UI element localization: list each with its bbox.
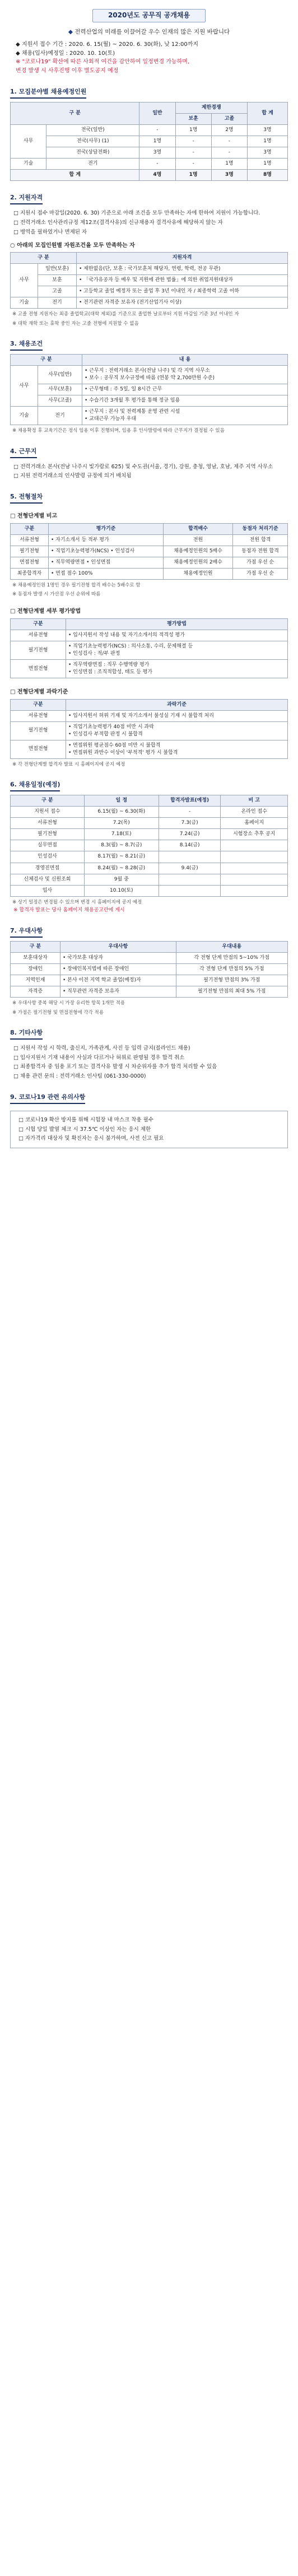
th: 평가기준 — [48, 523, 163, 534]
cell: • 수습기간 3개월 후 평가를 통해 정규 임용 — [82, 395, 288, 407]
table-row — [11, 986, 288, 998]
section-title: 6. 채용일정(예정) — [10, 780, 60, 791]
cell: • 면접위원 평균점수 60점 미만 시 불합격 • 면접위원 과반수 이상이 '부적격' 평가 시 불합격 — [66, 740, 288, 758]
table-row — [11, 885, 288, 896]
cell: • 직무관련 자격증 보유자 — [60, 986, 176, 998]
cell: 채용예정인원의 2배수 — [163, 557, 232, 568]
cell: • 근무지 : 본사 및 전력계통 운영 관련 시설 • 교대근무 가능자 우대 — [82, 407, 288, 425]
th: 합 계 — [248, 103, 288, 125]
cell — [221, 874, 288, 885]
cell: 기술 — [11, 407, 38, 425]
cell: 전원 합격 — [233, 534, 288, 546]
table-row — [11, 721, 288, 740]
cell: 필기전형 만점의 3% 가점 — [176, 975, 287, 986]
paragraph: □ 채용 관련 문의 : 전력거래소 인사팀 (061-330-0000) — [13, 1073, 146, 1080]
cell: 서류전형 — [11, 534, 49, 546]
cell: - — [175, 159, 211, 170]
th: 보훈 — [175, 114, 211, 125]
paragraph: □ 입사지원서 기재 내용이 사실과 다르거나 허위로 판명될 경우 합격 취소 — [13, 1054, 185, 1061]
th: 구 분 — [11, 103, 139, 125]
cell: 면접전형 — [11, 660, 66, 678]
section-title: 4. 근무지 — [10, 447, 37, 458]
note: ※ 합격자 발표는 당사 홈페이지 채용공고란에 게시 — [13, 907, 125, 913]
th: 내 용 — [82, 355, 288, 366]
th: 동점자 처리기준 — [233, 523, 288, 534]
cell: 1명 — [139, 136, 175, 147]
cell: 필기전형 만점의 최대 5% 가점 — [176, 986, 287, 998]
notice-line: 변경 발생 시 사후진행 이후 별도공지 예정 — [16, 67, 119, 74]
notice-line: ◆ 채용(입사)예정일 : 2020. 10. 10(토) — [16, 50, 115, 57]
sub-title: □ 전형단계별 과락기준 — [10, 689, 68, 696]
table-row — [11, 147, 288, 159]
cell: 전기 — [38, 297, 77, 309]
cell: 8.17(월) ~ 8.21(금) — [84, 851, 159, 863]
cell: • 면접 점수 100% — [48, 568, 163, 579]
conditions-table — [10, 354, 288, 425]
cell: - — [139, 125, 175, 136]
cell: 자격증 — [11, 986, 60, 998]
cell: 7.24(금) — [159, 829, 221, 840]
cell — [221, 851, 288, 863]
cell: 1명 — [175, 125, 211, 136]
cell: 필기전형 — [11, 721, 66, 740]
cell: 1명 — [211, 159, 247, 170]
th: 우대사항 — [60, 941, 176, 952]
th: 일 정 — [84, 795, 159, 807]
cell: 9월 중 — [84, 874, 159, 885]
cell: 사무 — [11, 264, 38, 297]
cell: 4명 — [139, 170, 175, 181]
note: ※ 대학 재학 또는 휴학 중인 자는 고졸 전형에 지원할 수 없음 — [12, 320, 139, 327]
table-row — [11, 395, 288, 407]
th: 과락기준 — [66, 699, 288, 710]
cell — [221, 863, 288, 874]
cell: 전국(일반) — [46, 125, 139, 136]
table-row — [11, 863, 288, 874]
th: 구분 — [11, 699, 66, 710]
cell: 장애인 — [11, 964, 60, 975]
cell: • 입사지원서 작성 내용 및 자기소개서의 적격성 평가 — [66, 630, 288, 641]
table-row — [11, 159, 288, 170]
intro-label: 전력산업의 미래를 이끌어갈 우수 인재의 많은 지원 바랍니다 — [74, 29, 230, 35]
table-row — [11, 534, 288, 546]
notice-line: ※ "코로나19" 확산에 따른 사회적 여건을 감안하여 일정변경 가능하며, — [16, 59, 190, 66]
table-row — [11, 660, 288, 678]
cell: 9.4(금) — [159, 863, 221, 874]
cell: 사무 — [11, 125, 46, 159]
evaluation-table — [10, 618, 288, 678]
note: ※ 가점은 필기전형 및 면접전형에 각각 적용 — [12, 1009, 104, 1016]
th: 평가방법 — [66, 618, 288, 630]
cell: 3명 — [139, 147, 175, 159]
table-row — [11, 557, 288, 568]
cell: 사무(고졸) — [38, 395, 82, 407]
table-row — [11, 546, 288, 557]
cutoff-table — [10, 699, 288, 759]
section-title: 8. 기타사항 — [10, 1028, 43, 1040]
cell: 동점자 전원 합격 — [233, 546, 288, 557]
th: 일반 — [139, 103, 175, 125]
table-row — [11, 818, 288, 829]
cell: • 근무형태 : 주 5일, 일 8시간 근무 — [82, 384, 288, 395]
cell: • 입사지원서 허위 기재 및 자기소개서 불성실 기재 시 불합격 처리 — [66, 710, 288, 721]
cell: 신체검사 및 신원조회 — [11, 874, 85, 885]
cell: 가점 우선 순 — [233, 557, 288, 568]
qualification-table — [10, 252, 288, 309]
cell: 7.3(금) — [159, 818, 221, 829]
table-row — [11, 297, 288, 309]
note: ※ 동점자 발생 시 가산점 우선 순위에 따름 — [12, 591, 101, 598]
covid-box — [10, 1111, 288, 1148]
cell: 최종합격자 — [11, 568, 49, 579]
schedule-table — [10, 795, 288, 896]
cell: • 직무역량면접 : 직무 수행역량 평가 • 인성면접 : 조직적합성, 태도 등 평가 — [66, 660, 288, 678]
cell: • 자기소개서 등 적부 평가 — [48, 534, 163, 546]
cell: 홈페이지 — [221, 818, 288, 829]
cell: 지원서 접수 — [11, 807, 85, 818]
cell: 고졸 — [38, 286, 77, 297]
cell: 8.3(월) ~ 8.7(금) — [84, 840, 159, 851]
note: ※ 채용확정 후 교육기간은 정식 임용 이후 진행되며, 임용 후 인사발령에 따라 근무지가 결정될 수 있음 — [12, 428, 225, 434]
table-row — [11, 125, 288, 136]
cell: 사무(보훈) — [38, 384, 82, 395]
cell: 1명 — [175, 170, 211, 181]
cell: - — [211, 147, 247, 159]
cell: 3명 — [248, 147, 288, 159]
table-total-row — [11, 170, 288, 181]
cell: 서류전형 — [11, 630, 66, 641]
cell: 필기전형 — [11, 829, 85, 840]
cell: - — [175, 136, 211, 147]
cell: 8.14(금) — [159, 840, 221, 851]
page-title: 2020년도 공무직 공개채용 — [92, 9, 206, 22]
section-title: 1. 모집분야별 채용예정인원 — [10, 87, 86, 99]
section-schedule — [10, 780, 288, 914]
cell: 시험장소 추후 공지 — [221, 829, 288, 840]
note: ※ 각 전형단계별 합격자 발표 시 홈페이지에 공지 예정 — [12, 761, 125, 767]
cell: 사무(일반) — [38, 366, 82, 384]
section-title: 7. 우대사항 — [10, 926, 43, 938]
cell: 2명 — [211, 125, 247, 136]
th: 합격배수 — [163, 523, 232, 534]
table-row — [11, 264, 288, 275]
cell: 8.24(월) ~ 8.28(금) — [84, 863, 159, 874]
table-row — [11, 851, 288, 863]
cell: 채용예정인원의 5배수 — [163, 546, 232, 557]
section-title: 2. 지원자격 — [10, 193, 43, 204]
cell: 1명 — [248, 159, 288, 170]
notice-line: ◆ 지원서 접수 기간 : 2020. 6. 15(월) ~ 2020. 6. 30(화), 낮 12:00까지 — [16, 41, 199, 48]
table-row — [11, 975, 288, 986]
cell: 인성검사 — [11, 851, 85, 863]
cell: 3명 — [248, 125, 288, 136]
th: 구분 — [11, 523, 49, 534]
note: ※ 상기 일정은 변경될 수 있으며 변경 시 홈페이지에 공지 예정 — [12, 899, 142, 905]
cell: 전국(사무) (1) — [46, 136, 139, 147]
cell: • 제한없음(단, 보훈 : 국가보훈처 해당자, 연령, 학력, 전공 무관) — [77, 264, 288, 275]
note: ※ 채용예정인원 1명인 경우 필기전형 합격 배수는 5배수로 함 — [12, 582, 141, 588]
cell — [159, 874, 221, 885]
table-row — [11, 874, 288, 885]
cell: • 근무지 : 전력거래소 본사(전남 나주) 및 각 지역 사무소 • 보수 : 공무직 보수규정에 따름 (연봉 약 2,700만원 수준) — [82, 366, 288, 384]
table-row — [11, 384, 288, 395]
table-row — [11, 807, 288, 818]
cell: 보훈대상자 — [11, 953, 60, 964]
cell: 온라인 접수 — [221, 807, 288, 818]
note: ※ 고졸 전형 지원자는 최종 졸업학교(대학 제외)를 기준으로 졸업한 날로부터 지원 마감일 기준 3년 이내인 자 — [12, 311, 239, 318]
procedure-table — [10, 523, 288, 580]
cell: - — [159, 807, 221, 818]
cell: 합 계 — [11, 170, 139, 181]
cell: 전국(상담전화) — [46, 147, 139, 159]
paragraph: □ 코로나19 확산 방지를 위해 시험장 내 마스크 착용 필수 — [18, 1116, 153, 1123]
paragraph: □ 최종합격자 중 임용 포기 또는 결격사유 발생 시 차순위자를 추가 합격 처리할 수 있음 — [13, 1064, 217, 1070]
cell: • 직무역량면접 • 인성면접 — [48, 557, 163, 568]
cell: • 장애인복지법에 따른 장애인 — [60, 964, 176, 975]
th: 구분 — [11, 618, 66, 630]
cell: 가점 우선 순 — [233, 568, 288, 579]
cell: • 「국가유공자 등 예우 및 지원에 관한 법률」에 의한 취업지원대상자 — [77, 275, 288, 286]
sub-title: ○ 아래의 모집인원별 자원조건을 모두 만족하는 자 — [10, 242, 135, 249]
cell: - — [175, 147, 211, 159]
table-row — [11, 840, 288, 851]
paragraph: □ 병역을 필하였거나 면제된 자 — [13, 229, 87, 235]
table-row — [11, 829, 288, 840]
section-recruitment-count — [10, 87, 288, 181]
cell: 일반(보훈) — [38, 264, 77, 275]
table-row — [11, 275, 288, 286]
section-conditions — [10, 339, 288, 435]
cell: 1명 — [248, 136, 288, 147]
th: 구 분 — [11, 355, 82, 366]
recruitment-table — [10, 102, 288, 181]
cell: 3명 — [211, 170, 247, 181]
table-row — [11, 964, 288, 975]
th: 고졸 — [211, 114, 247, 125]
table-row — [11, 366, 288, 384]
th: 합격자발표(예정) — [159, 795, 221, 807]
preference-table — [10, 941, 288, 998]
cell: 서류전형 — [11, 710, 66, 721]
cell: • 국가보훈 대상자 — [60, 953, 176, 964]
cell: 6.15(월) ~ 6.30(화) — [84, 807, 159, 818]
table-row — [11, 710, 288, 721]
cell: 각 전형 단계 만점의 5% 가점 — [176, 964, 287, 975]
cell: 각 전형 단계 만점의 5~10% 가점 — [176, 953, 287, 964]
th: 비 고 — [221, 795, 288, 807]
cell: 기술 — [11, 159, 46, 170]
cell: 필기전형 — [11, 641, 66, 660]
table-row — [11, 286, 288, 297]
section-covid — [10, 1093, 288, 1148]
cell: 면접전형 — [11, 740, 66, 758]
cell: 사무 — [11, 366, 38, 407]
page — [0, 9, 298, 2576]
note: ※ 우대사항 중복 해당 시 가장 유리한 항목 1개만 적용 — [12, 1000, 125, 1007]
th: 구 분 — [11, 941, 60, 952]
cell: 필기전형 — [11, 546, 49, 557]
th: 우대내용 — [176, 941, 287, 952]
cell — [159, 885, 221, 896]
paragraph: □ 전력거래소 본사(전남 나주시 빛가람로 625) 및 수도권(서울, 경기), 강원, 충청, 영남, 호남, 제주 지역 사무소 — [13, 463, 273, 470]
paragraph: □ 시험 당일 발열 체크 시 37.5℃ 이상인 자는 응시 제한 — [18, 1126, 151, 1133]
cell: 전기 — [38, 407, 82, 425]
sub-title: □ 전형단계별 세부 평가방법 — [10, 608, 81, 615]
paragraph: □ 자가격리 대상자 및 확진자는 응시 불가하며, 사전 신고 필요 — [18, 1135, 164, 1142]
notice-block — [16, 41, 288, 75]
section-workplace — [10, 447, 288, 480]
cell: 전기 — [46, 159, 139, 170]
star-icon: ◆ — [68, 29, 73, 35]
cell: • 본사 이전 지역 학교 졸업(예정)자 — [60, 975, 176, 986]
section-qualification — [10, 193, 288, 327]
cell: 면접전형 — [11, 557, 49, 568]
paragraph: □ 지원 전력거래소의 인사발령 규정에 의거 배치됨 — [13, 473, 132, 479]
section-preference — [10, 926, 288, 1016]
table-row — [11, 136, 288, 147]
sub-title: □ 전형단계별 비고 — [10, 513, 58, 520]
th: 제한경쟁 — [175, 103, 248, 114]
cell: • 직업기초능력평가 40점 미만 시 과락 • 인성검사 부적합 판정 시 불합격 — [66, 721, 288, 740]
cell: 8명 — [248, 170, 288, 181]
cell: 보훈 — [38, 275, 77, 286]
paragraph: □ 지원서 작성 시 학력, 출신지, 가족관계, 사진 등 입력 금지(블라인드 채용) — [13, 1045, 190, 1051]
table-row — [11, 407, 288, 425]
section-title: 3. 채용조건 — [10, 339, 43, 351]
table-row — [11, 568, 288, 579]
cell: 입사 — [11, 885, 85, 896]
cell: • 고등학교 졸업 예정자 또는 졸업 후 3년 이내인 자 / 최종학력 고졸 이하 — [77, 286, 288, 297]
cell: - — [139, 159, 175, 170]
table-row — [11, 953, 288, 964]
cell: • 전기관련 자격증 보유자 (전기산업기사 이상) — [77, 297, 288, 309]
cell: 경영진면접 — [11, 863, 85, 874]
paragraph: □ 지원시 접수 마감일(2020. 6. 30) 기준으로 아래 조건을 모두 만족하는 자에 한하여 지원이 가능합니다. — [13, 210, 260, 217]
intro-text — [10, 28, 288, 36]
cell: • 직업기초능력평가(NCS) : 의사소통, 수리, 문제해결 등 • 인성검사 : 적/부 판정 — [66, 641, 288, 660]
cell: 7.2(목) — [84, 818, 159, 829]
cell: 7.18(토) — [84, 829, 159, 840]
cell: 전원 — [163, 534, 232, 546]
cell: 10.10(토) — [84, 885, 159, 896]
cell: 서류전형 — [11, 818, 85, 829]
section-misc — [10, 1028, 288, 1080]
section-title: 9. 코로나19 관련 유의사항 — [10, 1093, 85, 1104]
table-row — [11, 630, 288, 641]
cell: 지역인재 — [11, 975, 60, 986]
cell — [159, 851, 221, 863]
cell: 채용예정인원 — [163, 568, 232, 579]
cell — [221, 885, 288, 896]
th: 구 분 — [11, 253, 77, 264]
th: 지원자격 — [77, 253, 288, 264]
cell: 실무면접 — [11, 840, 85, 851]
table-row — [11, 641, 288, 660]
table-row — [11, 740, 288, 758]
cell — [221, 840, 288, 851]
th: 구 분 — [11, 795, 85, 807]
cell: • 직업기초능력평가(NCS) • 인성검사 — [48, 546, 163, 557]
cell: - — [211, 136, 247, 147]
cell: 기술 — [11, 297, 38, 309]
section-title: 5. 전형절차 — [10, 492, 43, 504]
paragraph: □ 전력거래소 인사관리규정 제12조(결격사유)의 신규채용자 결격사유에 해당하지 않는 자 — [13, 220, 223, 226]
section-procedure — [10, 492, 288, 768]
